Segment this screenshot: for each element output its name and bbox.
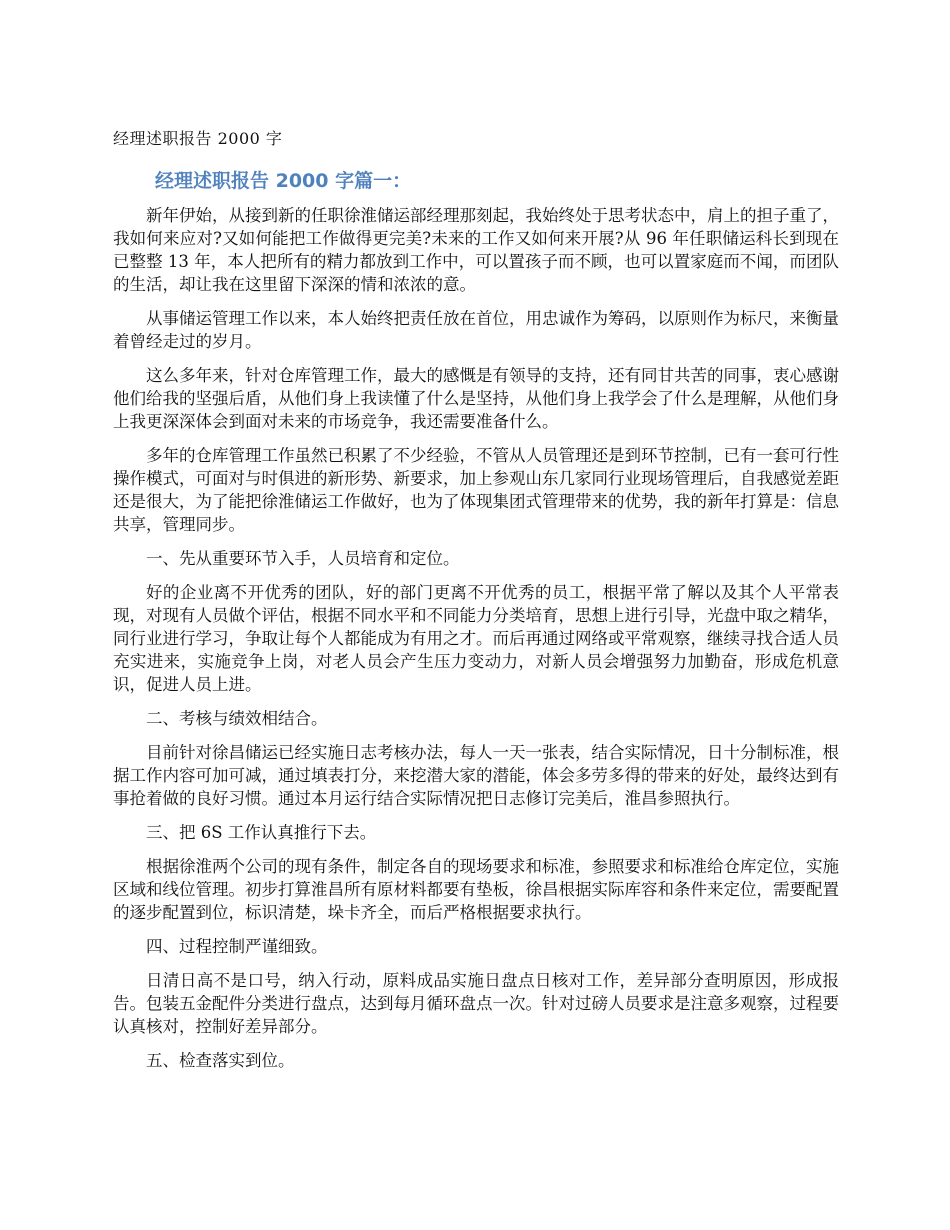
paragraph: 日清日高不是口号，纳入行动，原料成品实施日盘点日核对工作，差异部分查明原因，形成报告。包装五金配件分类进行盘点，达到每月循环盘点一次。针对过磅人员要求是注意多观察，过程要认真核对，控制好差异部分。 — [113, 971, 839, 1036]
paragraph: 目前针对徐昌储运已经实施日志考核办法，每人一天一张表，结合实际情况，日十分制标准，根据工作内容可加可减，通过填表打分，来挖潜大家的潜能，体会多劳多得的带来的好处，最终达到有事抢着做的良好习惯。通过本月运行结合实际情况把日志修订完美后，淮昌参照执行。 — [113, 743, 839, 808]
section-item-heading: 五、检查落实到位。 — [146, 1051, 295, 1070]
paragraph: 多年的仓库管理工作虽然已积累了不少经验，不管从人员管理还是到环节控制，已有一套可行性操作模式，可面对与时俱进的新形势、新要求，加上参观山东几家同行业现场管理后，自我感觉差距还是很大，为了能把徐淮储运工作做好，也为了体现集团式管理带来的优势，我的新年打算是：信息共享，管理同步。 — [113, 446, 839, 534]
section-item-heading: 一、先从重要环节入手，人员培育和定位。 — [146, 549, 460, 568]
document-title: 经理述职报告 2000 字 — [113, 129, 283, 148]
paragraph: 好的企业离不开优秀的团队，好的部门更离不开优秀的员工，根据平常了解以及其个人平常表现，对现有人员做个评估，根据不同水平和不同能力分类培育，思想上进行引导，光盘中取之精华，同行业进行学习，争取让每个人都能成为有用之才。而后再通过网络或平常观察，继续寻找合适人员充实进来，实施竞争上岗，对老人员会产生压力变动力，对新人员会增强努力加勤奋，形成危机意识，促进人员上进。 — [113, 583, 839, 694]
section-item-heading: 四、过程控制严谨细致。 — [146, 937, 328, 956]
section-item-heading: 二、考核与绩效相结合。 — [146, 709, 328, 728]
paragraph: 根据徐淮两个公司的现有条件，制定各自的现场要求和标准，参照要求和标准给仓库定位，实施区域和线位管理。初步打算淮昌所有原材料都要有垫板，徐昌根据实际库容和条件来定位，需要配置的逐步配置到位，标识清楚，垛卡齐全，而后严格根据要求执行。 — [113, 857, 839, 922]
paragraph: 新年伊始，从接到新的任职徐淮储运部经理那刻起，我始终处于思考状态中，肩上的担子重了，我如何来应对?又如何能把工作做得更完美?未来的工作又如何来开展?从 96 年任职储运科长到现在已整整 13 年，本人把所有的精力都放到工作中，可以置孩子而不顾，也可以置家庭而不闻，而团队的生活，却让我在这里留下深深的情和浓浓的意。 — [113, 206, 839, 294]
paragraph: 这么多年来，针对仓库管理工作，最大的感慨是有领导的支持，还有同甘共苦的同事，衷心感谢他们给我的坚强后盾，从他们身上我读懂了什么是坚持，从他们身上我学会了什么是理解，从他们身上我更深深体会到面对未来的市场竞争，我还需要准备什么。 — [113, 366, 839, 431]
section-item-heading: 三、把 6S 工作认真推行下去。 — [146, 823, 377, 842]
document-body — [113, 204, 839, 1083]
paragraph: 从事储运管理工作以来，本人始终把责任放在首位，用忠诚作为筹码，以原则作为标尺，来衡量着曾经走过的岁月。 — [113, 309, 839, 351]
section-heading: 经理述职报告 2000 字篇一： — [155, 170, 412, 192]
